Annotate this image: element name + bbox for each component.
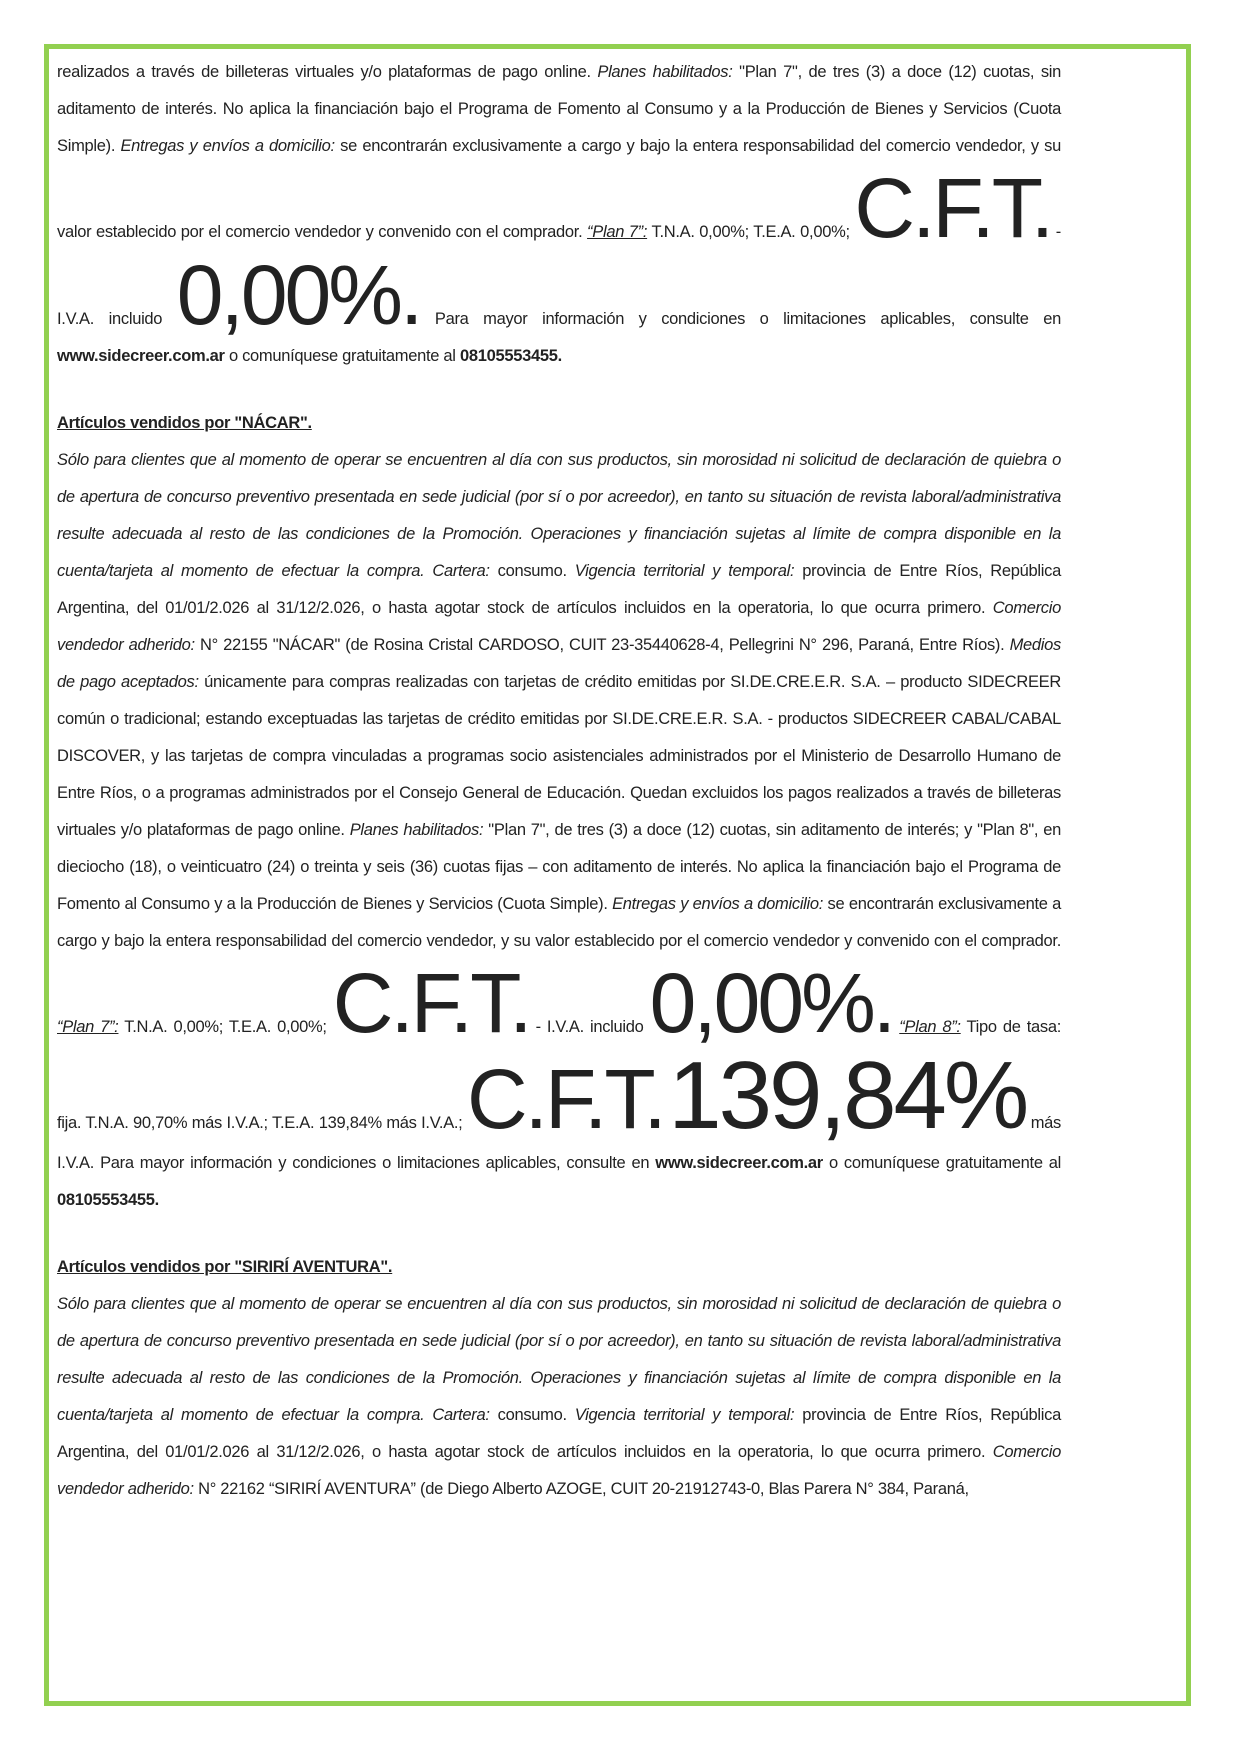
siriri-heading-run-0: Artículos vendidos por "SIRIRÍ AVENTURA".: [57, 1258, 393, 1277]
intro-paragraph-run-13: 08105553455.: [459, 347, 562, 366]
nacar-paragraph-run-9: Planes habilitados:: [349, 821, 484, 840]
nacar-paragraph-run-4: provincia de Entre Ríos, República Argentina, del 01/01/2.026 al 31/12/2.026, o hasta agotar stock de artículos incluidos en la operatoria, lo que ocurra primero.: [57, 562, 1061, 618]
nacar-paragraph-run-13: “Plan 7”:: [57, 1018, 119, 1037]
nacar-paragraph-run-23: 139,84%: [668, 1041, 1027, 1149]
intro-paragraph-run-1: Planes habilitados:: [597, 63, 733, 81]
nacar-paragraph-run-25: www.sidecreer.com.ar: [655, 1154, 823, 1173]
document-content: [57, 54, 1061, 1508]
siriri-paragraph-run-2: consumo.: [489, 1406, 575, 1425]
nacar-paragraph-run-26: o comuníquese gratuitamente al: [822, 1154, 1062, 1173]
nacar-paragraph-run-10: "Plan 7", de tres (3) a doce (12) cuotas, sin aditamento de interés; y "Plan 8", en dieciocho (18), o veinticuatro (24) o treinta y seis (36) cuotas fijas – con aditamento de interés. No aplica la financiación bajo el Programa de Fomento al Consumo y a la Producción de Bienes y Servicios (Cuota Simple).: [57, 821, 1062, 914]
nacar-paragraph-run-15: C.F.T.: [332, 956, 530, 1051]
intro-paragraph-run-11: www.sidecreer.com.ar: [57, 347, 225, 366]
nacar-paragraph-run-20: Tipo de tasa: fija. T.N.A. 90,70% más I.V.A.; T.E.A. 139,84% más I.V.A.;: [57, 1018, 1061, 1132]
nacar-paragraph-run-14: T.N.A. 0,00%; T.E.A. 0,00%;: [118, 1018, 333, 1037]
siriri-paragraph-run-0: Sólo para clientes que al momento de operar se encuentren al día con sus productos, sin morosidad ni solicitud de declaración de quiebra o de apertura de concurso preventivo presentada en sede judicial (por sí o por acreedor), en tanto su situación de revista laboral/administrativa resulte adecuada al resto de las condiciones de la Promoción. Operaciones y financiación sujetas al límite de compra disponible en la cuenta/tarjeta al momento de efectuar la compra.: [57, 1295, 1061, 1425]
intro-paragraph-run-9: 0,00%.: [176, 247, 421, 342]
nacar-heading-run-0: Artículos vendidos por "NÁCAR".: [57, 414, 312, 433]
nacar-paragraph-run-16: - I.V.A. incluido: [529, 1018, 650, 1037]
nacar-paragraph-run-19: “Plan 8”:: [899, 1018, 961, 1037]
siriri-heading: [57, 1249, 1061, 1286]
nacar-paragraph-run-17: 0,00%.: [649, 956, 894, 1051]
nacar-paragraph-run-5: Comercio vendedor adherido:: [57, 599, 1061, 655]
siriri-paragraph-run-3: Vigencia territorial y temporal:: [574, 1406, 795, 1425]
nacar-paragraph-run-11: Entregas y envíos a domicilio:: [612, 895, 824, 914]
nacar-paragraph-run-12: se encontrarán exclusivamente a cargo y bajo la entera responsabilidad del comercio vendedor, y su valor establecido por el comercio vendedor y convenido con el comprador.: [57, 895, 1061, 951]
intro-paragraph-run-8: - I.V.A. incluido: [57, 223, 1061, 328]
nacar-paragraph: [57, 442, 1061, 1219]
intro-paragraph-run-2: "Plan 7", de tres (3) a doce (12) cuotas, sin aditamento de interés. No aplica la financiación bajo el Programa de Fomento al Consumo y a la Producción de Bienes y Servicios (Cuota Simple).: [57, 63, 1062, 155]
intro-paragraph-run-3: Entregas y envíos a domicilio:: [120, 137, 335, 155]
nacar-heading: [57, 405, 1061, 442]
intro-paragraph-run-12: o comuníquese gratuitamente al: [224, 347, 460, 366]
intro-paragraph-run-5: “Plan 7”:: [587, 223, 648, 241]
intro-paragraph: [57, 54, 1061, 375]
nacar-paragraph-run-3: Vigencia territorial y temporal:: [574, 562, 795, 581]
siriri-paragraph-run-5: Comercio vendedor adherido:: [57, 1443, 1061, 1499]
nacar-paragraph-run-8: únicamente para compras realizadas con tarjetas de crédito emitidas por SI.DE.CRE.E.R. S.A. – producto SIDECREER común o tradicional; estando exceptuadas las tarjetas de crédito emitidas por SI.DE.CRE.E.R. S.A. - productos SIDECREER CABAL/CABAL DISCOVER, y las tarjetas de compra vinculadas a programas socio asistenciales administrados por el Ministerio de Desarrollo Humano de Entre Ríos, o a programas administrados por el Consejo General de Educación. Quedan excluidos los pagos realizados a través de billeteras virtuales y/o plataformas de pago online.: [57, 673, 1061, 840]
nacar-paragraph-run-24: más I.V.A. Para mayor información y condiciones o limitaciones aplicables, consulte en: [57, 1113, 1061, 1173]
nacar-paragraph-run-27: 08105553455.: [57, 1191, 159, 1210]
nacar-paragraph-run-2: consumo.: [489, 562, 575, 581]
nacar-paragraph-run-0: Sólo para clientes que al momento de operar se encuentren al día con sus productos, sin morosidad ni solicitud de declaración de quiebra o de apertura de concurso preventivo presentada en sede judicial (por sí o por acreedor), en tanto su situación de revista laboral/administrativa resulte adecuada al resto de las condiciones de la Promoción. Operaciones y financiación sujetas al límite de compra disponible en la cuenta/tarjeta al momento de efectuar la compra.: [57, 451, 1061, 581]
intro-paragraph-run-6: T.N.A. 0,00%; T.E.A. 0,00%;: [647, 223, 855, 241]
intro-paragraph-run-0: realizados a través de billeteras virtuales y/o plataformas de pago online.: [57, 63, 598, 81]
siriri-paragraph-run-1: Cartera:: [432, 1406, 490, 1425]
siriri-paragraph-run-6: N° 22162 “SIRIRÍ AVENTURA” (de Diego Alberto AZOGE, CUIT 20-21912743-0, Blas Parera N° 384, Paraná,: [193, 1480, 969, 1499]
nacar-paragraph-run-21: C.F.T.: [467, 1051, 664, 1146]
siriri-paragraph: [57, 1286, 1061, 1508]
intro-paragraph-run-7: C.F.T.: [854, 161, 1052, 255]
nacar-paragraph-run-7: Medios de pago aceptados:: [57, 636, 1061, 692]
siriri-paragraph-run-4: provincia de Entre Ríos, República Argentina, del 01/01/2.026 al 31/12/2.026, o hasta agotar stock de artículos incluidos en la operatoria, lo que ocurra primero.: [57, 1406, 1061, 1462]
intro-paragraph-run-10: Para mayor información y condiciones o limitaciones aplicables, consulte en: [420, 309, 1061, 328]
intro-paragraph-run-4: se encontrarán exclusivamente a cargo y bajo la entera responsabilidad del comercio vendedor, y su valor establecido por el comercio vendedor y convenido con el comprador.: [57, 137, 1061, 241]
nacar-paragraph-run-1: Cartera:: [432, 562, 490, 581]
nacar-paragraph-run-6: N° 22155 "NÁCAR" (de Rosina Cristal CARDOSO, CUIT 23-35440628-4, Pellegrini N° 296, Paraná, Entre Ríos).: [194, 636, 1010, 655]
